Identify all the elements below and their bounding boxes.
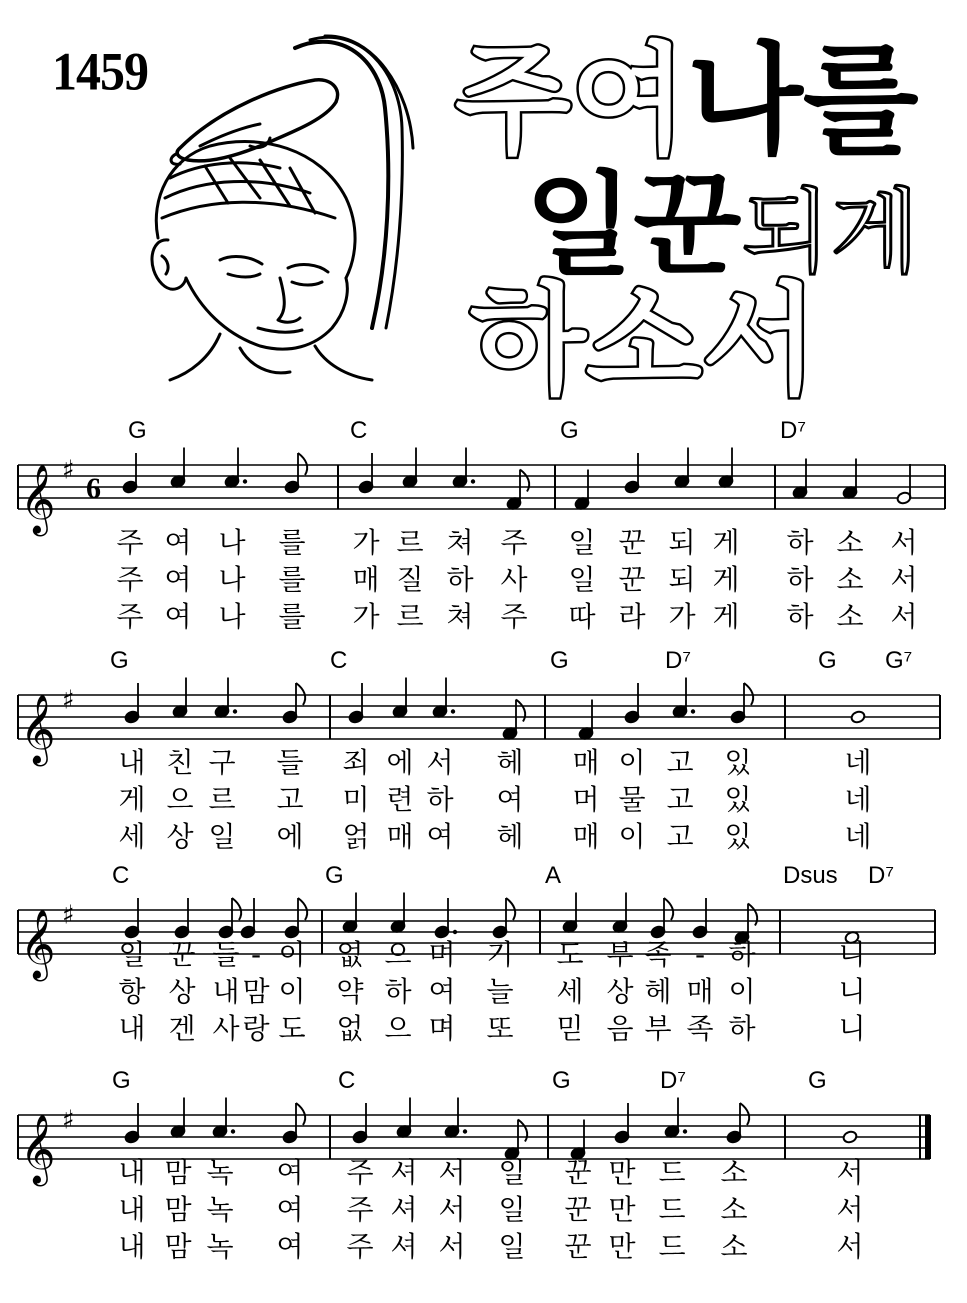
lyric-syllable: 네 xyxy=(844,783,872,816)
lyric-syllable: 쳐 xyxy=(446,600,474,633)
chord-symbol: C xyxy=(112,862,130,889)
note xyxy=(170,448,186,489)
lyric-syllable: 하 xyxy=(728,1012,756,1045)
lyric-syllable: 셔 xyxy=(390,1156,418,1189)
lyric-syllable: 구 xyxy=(208,746,236,779)
chord-symbol: C xyxy=(330,647,348,674)
lyric-syllable: 머 xyxy=(572,783,600,816)
lyric-syllable: 서 xyxy=(890,600,918,633)
title-char: 꾼 xyxy=(633,161,742,291)
lyric-syllable: 를 xyxy=(278,563,306,596)
time-signature: 6 xyxy=(86,472,101,505)
lyric-syllable: 또 xyxy=(486,1012,514,1045)
note xyxy=(214,678,237,719)
final-barline xyxy=(925,1115,931,1159)
lyric-syllable: 셔 xyxy=(390,1230,418,1263)
lyric-syllable: 일 xyxy=(568,563,596,596)
note xyxy=(392,678,408,719)
lyric-syllable: 하 xyxy=(786,563,814,596)
note xyxy=(896,464,912,505)
lyric-verse-3 xyxy=(0,602,967,632)
lyric-syllable: 족 xyxy=(644,938,672,971)
lyric-syllable: 고 xyxy=(666,783,694,816)
note xyxy=(174,898,190,939)
lyric-syllable: 있 xyxy=(724,746,752,779)
lyric-syllable: 소 xyxy=(720,1193,748,1226)
title-line-3 xyxy=(470,272,818,411)
note xyxy=(212,1098,235,1139)
note xyxy=(358,453,374,494)
lyric-syllable: 부 xyxy=(606,938,634,971)
lyric-syllable: 녹 xyxy=(206,1156,234,1189)
lyric-syllable: 소 xyxy=(720,1156,748,1189)
note xyxy=(562,893,578,934)
lyric-syllable: 에 xyxy=(386,746,414,779)
note xyxy=(850,710,866,724)
lyric-syllable: 헤 xyxy=(496,820,524,853)
lyric-syllable: 고 xyxy=(276,783,304,816)
lyric-syllable: 내 xyxy=(118,1012,146,1045)
lyric-syllable: 소 xyxy=(720,1230,748,1263)
title-char: 게 xyxy=(830,179,920,286)
lyric-syllable: 나 xyxy=(218,563,246,596)
chord-symbol: D⁷ xyxy=(665,647,692,674)
chord-symbol: G xyxy=(550,647,569,674)
note xyxy=(170,1098,186,1139)
note xyxy=(348,683,364,724)
lyric-verse-1 xyxy=(0,1158,967,1188)
note xyxy=(390,893,406,934)
lyric-syllable: 여 xyxy=(276,1193,304,1226)
lyric-syllable: 이 xyxy=(618,746,646,779)
lyric-syllable: 이 xyxy=(278,975,306,1008)
chord-symbol: C xyxy=(350,417,368,444)
treble-clef-icon: 𝄞 xyxy=(20,694,56,764)
lyric-syllable: 녹 xyxy=(206,1230,234,1263)
title-char: 나 xyxy=(686,32,803,171)
lyric-syllable: 매 xyxy=(386,820,414,853)
note xyxy=(124,683,140,724)
lyric-syllable: 만 xyxy=(608,1230,636,1263)
note xyxy=(444,1098,467,1139)
title-char: 되 xyxy=(741,179,831,286)
title-char: 주 xyxy=(455,32,571,171)
lyric-syllable: 르 xyxy=(208,783,236,816)
lyric-syllable: 꾼 xyxy=(618,526,646,559)
lyric-syllable: 주 xyxy=(346,1156,374,1189)
chord-symbol: G xyxy=(818,647,837,674)
lyric-syllable: 일 xyxy=(208,820,236,853)
lyric-syllable: 며 xyxy=(428,938,456,971)
chord-symbol: D⁷ xyxy=(868,862,895,889)
lyric-syllable: 맘 xyxy=(242,975,270,1008)
lyric-syllable: 서 xyxy=(836,1193,864,1226)
lyric-syllable: 녹 xyxy=(206,1193,234,1226)
lyric-syllable: 를 xyxy=(278,526,306,559)
lyric-syllable: 하 xyxy=(786,526,814,559)
sharp-key-signature-icon: ♯ xyxy=(62,455,75,486)
treble-clef-icon: 𝄞 xyxy=(20,464,56,534)
lyric-syllable: 드 xyxy=(658,1193,686,1226)
lyric-syllable: 믿 xyxy=(556,1012,584,1045)
music-staff-system xyxy=(0,1060,967,1184)
note xyxy=(612,893,628,934)
note xyxy=(224,448,247,489)
lyric-syllable: 매 xyxy=(686,975,714,1008)
note xyxy=(172,678,188,719)
lyric-syllable: 가 xyxy=(668,600,696,633)
title-line-2 xyxy=(525,161,920,291)
chord-symbol: A xyxy=(545,862,562,889)
lyric-syllable: 르 xyxy=(396,600,424,633)
lyric-syllable: 약 xyxy=(336,975,364,1008)
lyric-syllable: 따 xyxy=(568,600,596,633)
lyric-syllable: 여 xyxy=(164,600,192,633)
lyric-syllable: 고 xyxy=(666,746,694,779)
chord-symbol: D⁷ xyxy=(780,417,807,444)
lyric-syllable: 주 xyxy=(116,526,144,559)
lyric-syllable: 가 xyxy=(352,526,380,559)
lyric-syllable: 내 xyxy=(118,1230,146,1263)
lyric-syllable: 며 xyxy=(428,1012,456,1045)
lyric-syllable: 일 xyxy=(498,1230,526,1263)
lyric-syllable: 게 xyxy=(118,783,146,816)
chord-symbol: G xyxy=(112,1067,131,1094)
lyric-syllable: 여 xyxy=(276,1230,304,1263)
lyric-syllable: 되 xyxy=(668,526,696,559)
chord-symbol: G⁷ xyxy=(885,647,913,674)
lyric-syllable: 기 xyxy=(486,938,514,971)
lyric-syllable: 여 xyxy=(164,526,192,559)
lyric-syllable: 질 xyxy=(396,563,424,596)
lyric-syllable: 있 xyxy=(724,783,752,816)
lyric-syllable: 족 xyxy=(686,1012,714,1045)
title-char: 일 xyxy=(525,161,634,291)
note xyxy=(452,448,475,489)
lyric-syllable: 를 xyxy=(278,600,306,633)
sharp-key-signature-icon: ♯ xyxy=(62,685,75,716)
chord-symbol: C xyxy=(338,1067,356,1094)
lyric-verse-2 xyxy=(0,977,967,1007)
lyric-syllable: 상 xyxy=(166,820,194,853)
note xyxy=(352,1103,368,1144)
note xyxy=(718,448,734,489)
lyric-syllable: 항 xyxy=(118,975,146,1008)
chord-symbol: G xyxy=(110,647,129,674)
lyric-syllable: 사 xyxy=(212,1012,240,1045)
note xyxy=(432,678,455,719)
lyric-verse-3 xyxy=(0,1014,967,1044)
lyric-syllable: 맘 xyxy=(164,1230,192,1263)
lyric-syllable: 여 xyxy=(276,1156,304,1189)
note xyxy=(396,1098,412,1139)
lyric-syllable: 드 xyxy=(658,1156,686,1189)
title-char: 소 xyxy=(585,272,702,411)
note xyxy=(434,898,457,939)
lyric-syllable: 내 xyxy=(118,1156,146,1189)
lyric-syllable: 하 xyxy=(384,975,412,1008)
lyric-syllable: 서 xyxy=(438,1193,466,1226)
lyric-syllable: 만 xyxy=(608,1193,636,1226)
lyric-syllable: 맘 xyxy=(164,1193,192,1226)
lyric-syllable: 으 xyxy=(384,938,412,971)
lyric-syllable: 일 xyxy=(118,938,146,971)
hymn-number: 1459 xyxy=(52,40,148,102)
music-staff-system xyxy=(0,410,967,534)
lyric-syllable: 매 xyxy=(572,746,600,779)
lyric-syllable: 니 xyxy=(838,975,866,1008)
lyric-syllable: 서 xyxy=(438,1156,466,1189)
lyric-syllable: 부 xyxy=(644,1012,672,1045)
lyric-syllable: 음 xyxy=(606,1012,634,1045)
lyric-syllable: 랑 xyxy=(242,1012,270,1045)
lyric-syllable: 일 xyxy=(568,526,596,559)
sharp-key-signature-icon: ♯ xyxy=(62,1105,75,1136)
lyric-syllable: 미 xyxy=(342,783,370,816)
note xyxy=(624,453,640,494)
lyric-syllable: 하 xyxy=(446,563,474,596)
title-char: 서 xyxy=(701,272,818,411)
lyric-syllable: 물 xyxy=(618,783,646,816)
lyric-syllable: 니 xyxy=(838,1012,866,1045)
lyric-syllable: 꾼 xyxy=(564,1230,592,1263)
lyric-syllable: 서 xyxy=(836,1230,864,1263)
note xyxy=(122,453,138,494)
lyric-syllable: 서 xyxy=(438,1230,466,1263)
lyric-syllable: 나 xyxy=(218,526,246,559)
note xyxy=(342,893,358,934)
treble-clef-icon: 𝄞 xyxy=(20,1114,56,1184)
staff-lines xyxy=(18,695,940,739)
note xyxy=(614,1103,630,1144)
lyric-syllable: 꾼 xyxy=(564,1156,592,1189)
lyric-syllable: 르 xyxy=(396,526,424,559)
lyric-verse-2 xyxy=(0,785,967,815)
lyric-syllable: 도 xyxy=(278,1012,306,1045)
lyric-syllable: 주 xyxy=(500,526,528,559)
lyric-syllable: 겐 xyxy=(168,1012,196,1045)
note xyxy=(692,898,708,939)
lyric-syllable: 게 xyxy=(712,526,740,559)
lyric-syllable: 꾼 xyxy=(618,563,646,596)
lyric-syllable: 들 xyxy=(212,938,240,971)
lyric-syllable: 매 xyxy=(352,563,380,596)
lyric-syllable: 가 xyxy=(352,600,380,633)
lyric-syllable: 하 xyxy=(728,938,756,971)
note xyxy=(124,898,140,939)
lyric-verse-1 xyxy=(0,940,967,970)
lyric-syllable: 헤 xyxy=(644,975,672,1008)
lyric-syllable: 이 xyxy=(278,938,306,971)
lyric-syllable: 이 xyxy=(728,975,756,1008)
treble-clef-icon: 𝄞 xyxy=(20,909,56,979)
lyric-syllable: 되 xyxy=(668,563,696,596)
lyric-syllable: 들 xyxy=(276,746,304,779)
lyric-verse-2 xyxy=(0,1195,967,1225)
note xyxy=(402,448,418,489)
lyric-verse-3 xyxy=(0,822,967,852)
lyric-syllable: 주 xyxy=(116,600,144,633)
lyric-syllable: 서 xyxy=(836,1156,864,1189)
lyric-syllable: 친 xyxy=(166,746,194,779)
lyric-syllable: 죄 xyxy=(342,746,370,779)
lyric-syllable: 매 xyxy=(572,820,600,853)
lyric-syllable: 주 xyxy=(346,1193,374,1226)
lyric-syllable: 내 xyxy=(118,1193,146,1226)
lyric-syllable: 꾼 xyxy=(168,938,196,971)
lyric-syllable: 소 xyxy=(836,526,864,559)
lyric-verse-2 xyxy=(0,565,967,595)
chord-symbol: G xyxy=(325,862,344,889)
lyric-syllable: 세 xyxy=(118,820,146,853)
note xyxy=(674,448,690,489)
title-char: 하 xyxy=(470,272,586,411)
chord-symbol: G xyxy=(808,1067,827,1094)
note xyxy=(240,898,256,939)
lyric-syllable: - xyxy=(694,938,706,971)
lyric-syllable: 일 xyxy=(498,1156,526,1189)
note xyxy=(664,1098,687,1139)
lyric-syllable: - xyxy=(250,938,262,971)
lyric-syllable: 사 xyxy=(500,563,528,596)
lyric-syllable: 일 xyxy=(498,1193,526,1226)
lyric-syllable: 만 xyxy=(608,1156,636,1189)
lyric-syllable: 있 xyxy=(724,820,752,853)
chord-symbol: G xyxy=(552,1067,571,1094)
lyric-syllable: 내 xyxy=(118,746,146,779)
music-staff-system xyxy=(0,640,967,764)
lyric-syllable: 게 xyxy=(712,563,740,596)
lyric-syllable: 주 xyxy=(500,600,528,633)
lyric-syllable: 셔 xyxy=(390,1193,418,1226)
lyric-syllable: 도 xyxy=(556,938,584,971)
lyric-syllable: 맘 xyxy=(164,1156,192,1189)
lyric-syllable: 서 xyxy=(890,526,918,559)
lyric-syllable: 하 xyxy=(426,783,454,816)
title-char: 여 xyxy=(570,32,687,171)
lyric-syllable: 니 xyxy=(838,938,866,971)
lyric-syllable: 늘 xyxy=(486,975,514,1008)
lyric-syllable: 드 xyxy=(658,1230,686,1263)
lyric-syllable: 게 xyxy=(712,600,740,633)
lyric-syllable: 세 xyxy=(556,975,584,1008)
lyric-syllable: 주 xyxy=(116,563,144,596)
lyric-verse-1 xyxy=(0,748,967,778)
lyric-syllable: 여 xyxy=(496,783,524,816)
lyric-syllable: 하 xyxy=(786,600,814,633)
lyric-syllable: 없 xyxy=(336,1012,364,1045)
staff-lines xyxy=(18,1115,930,1159)
chord-symbol: G xyxy=(128,417,147,444)
lyric-syllable: 꾼 xyxy=(564,1193,592,1226)
lyric-syllable: 이 xyxy=(618,820,646,853)
note xyxy=(124,1103,140,1144)
lyric-syllable: 서 xyxy=(426,746,454,779)
sharp-key-signature-icon: ♯ xyxy=(62,900,75,931)
lyric-syllable: 라 xyxy=(618,600,646,633)
lyric-syllable: 헤 xyxy=(496,746,524,779)
lyric-syllable: 에 xyxy=(276,820,304,853)
lyric-syllable: 소 xyxy=(836,563,864,596)
boy-praying-illustration xyxy=(110,28,440,388)
lyric-syllable: 나 xyxy=(218,600,246,633)
lyric-syllable: 으 xyxy=(166,783,194,816)
lyric-syllable: 네 xyxy=(844,746,872,779)
lyric-syllable: 주 xyxy=(346,1230,374,1263)
chord-symbol: D⁷ xyxy=(660,1067,687,1094)
lyric-verse-3 xyxy=(0,1232,967,1262)
title-char: 를 xyxy=(802,32,919,171)
lyric-syllable: 서 xyxy=(890,563,918,596)
lyric-syllable: 고 xyxy=(666,820,694,853)
chord-symbol: Dsus xyxy=(783,862,838,889)
lyric-syllable: 련 xyxy=(386,783,414,816)
lyric-syllable: 쳐 xyxy=(446,526,474,559)
lyric-syllable: 얽 xyxy=(342,820,370,853)
lyric-verse-1 xyxy=(0,528,967,558)
title-line-1 xyxy=(455,32,919,171)
lyric-syllable: 네 xyxy=(844,820,872,853)
lyric-syllable: 상 xyxy=(168,975,196,1008)
chord-symbol: G xyxy=(560,417,579,444)
lyric-syllable: 내 xyxy=(212,975,240,1008)
note xyxy=(842,1130,858,1144)
lyric-syllable: 상 xyxy=(606,975,634,1008)
lyric-syllable: 소 xyxy=(836,600,864,633)
lyric-syllable: 여 xyxy=(426,820,454,853)
note xyxy=(672,678,695,719)
lyric-syllable: 여 xyxy=(428,975,456,1008)
lyric-syllable: 여 xyxy=(164,563,192,596)
note xyxy=(624,683,640,724)
lyric-syllable: 없 xyxy=(336,938,364,971)
lyric-syllable: 으 xyxy=(384,1012,412,1045)
